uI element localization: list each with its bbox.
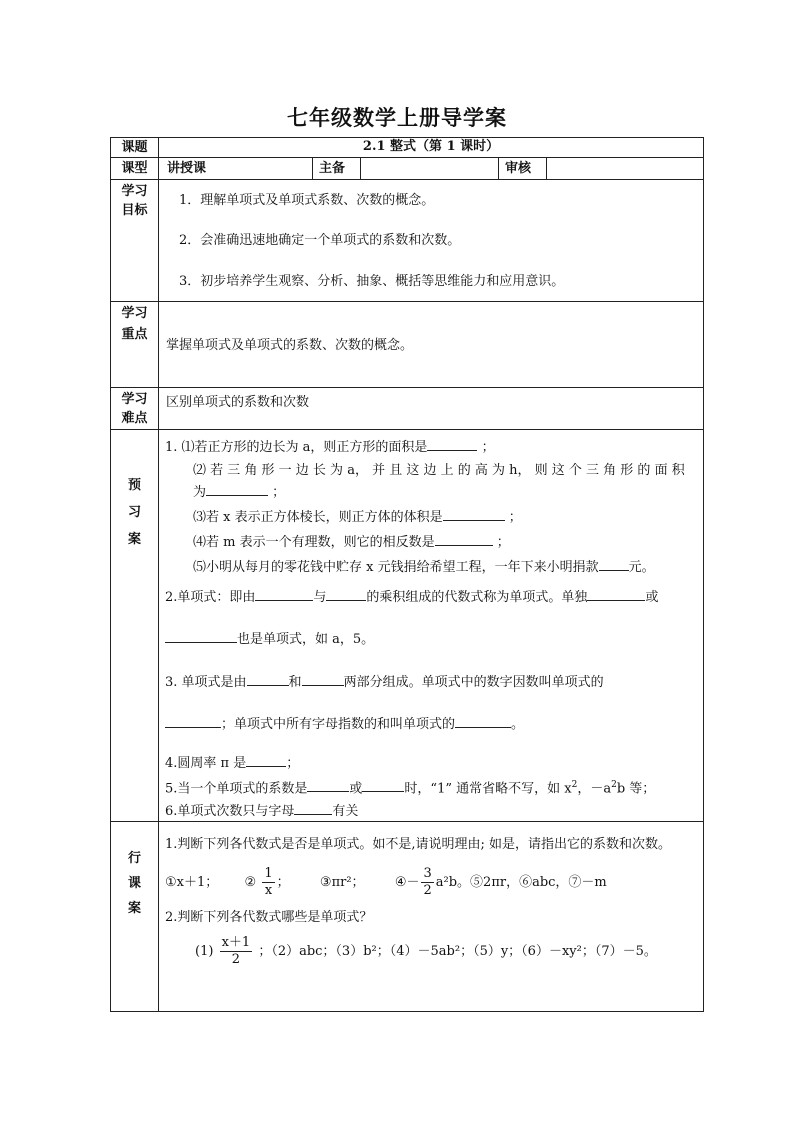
document-title: 七年级数学上册导学案 xyxy=(287,105,507,130)
superscript: 2 xyxy=(611,780,617,790)
objective-item: 2．会准确迅速地确定一个单项式的系数和次数。 xyxy=(179,233,461,248)
preview-q2-part2: 与 xyxy=(313,590,327,605)
preview-q1d-text: ⑷若 m 表示一个有理数，则它的相反数是 xyxy=(193,535,435,550)
objective-item: 1．理解单项式及单项式系数、次数的概念。 xyxy=(179,193,435,208)
key-points-content xyxy=(159,302,704,388)
preview-q1a-text: 1. ⑴若正方形的边长为 a，则正方形的面积是 xyxy=(165,440,428,455)
preview-q1a xyxy=(165,437,697,457)
objectives-label-line1: 学习 xyxy=(121,184,148,199)
preview-q2-part3: 的乘积组成的代数式称为单项式。单独 xyxy=(366,590,588,605)
preview-label-line1: 预 xyxy=(127,478,141,493)
answer-blank xyxy=(427,437,477,451)
lesson-type-value: 讲授课 xyxy=(159,158,313,180)
practice-q1-item2-prefix: ② xyxy=(244,875,257,891)
preview-q1e-end: 元。 xyxy=(628,560,655,575)
review-label: 审核 xyxy=(499,158,547,180)
preview-q3 xyxy=(165,672,697,692)
preview-q5-part1: 5.当一个单项式的系数是 xyxy=(165,781,308,797)
preview-q3-part5: 。 xyxy=(511,717,525,732)
practice-q1-item4-prefix: ④－ xyxy=(394,875,420,891)
practice-q1-item3: ③πr²； xyxy=(319,875,365,891)
preview-q2 xyxy=(165,587,697,607)
answer-blank xyxy=(302,672,344,686)
preview-q2-part4: 或 xyxy=(645,590,659,605)
key-points-text: 掌握单项式及单项式的系数、次数的概念。 xyxy=(166,338,414,353)
preview-q5-part4: ，－a xyxy=(577,781,612,797)
fraction xyxy=(262,866,274,899)
preview-q3-cont xyxy=(165,714,697,734)
lesson-plan-table xyxy=(110,137,704,1012)
key-points-label-line1: 学习 xyxy=(121,306,148,321)
preview-q2-part1: 2.单项式：即由 xyxy=(165,590,256,605)
answer-blank xyxy=(599,557,629,571)
practice-content xyxy=(159,822,704,1012)
preview-q4 xyxy=(165,753,697,773)
practice-q2-prefix: (1) xyxy=(195,944,214,960)
answer-blank xyxy=(247,672,289,686)
practice-label-line3: 案 xyxy=(127,901,141,917)
preview-q3-part2: 和 xyxy=(288,675,302,690)
preview-q2-cont xyxy=(165,629,697,649)
answer-blank xyxy=(326,587,366,601)
fraction-numerator: 3 xyxy=(423,866,432,882)
practice-q2: 2.判断下列各代数式哪些是单项式？ xyxy=(165,910,373,926)
difficulties-row xyxy=(111,388,704,430)
answer-blank xyxy=(165,629,237,643)
preview-q1d-end: ； xyxy=(496,535,510,550)
answer-blank xyxy=(307,778,349,792)
preview-q1b: ⑵ 若 三 角 形 一 边 长 为 a， 并 且 这 边 上 的 高 为 h， 则 这 个 三 角 形 的 面 积 xyxy=(193,463,685,478)
topic-value: 2.1 整式（第 1 课时） xyxy=(159,138,704,158)
practice-q1-items xyxy=(165,866,699,899)
preview-row xyxy=(111,430,704,822)
practice-label-line2: 课 xyxy=(127,876,141,892)
fraction-numerator: 1 xyxy=(264,866,273,882)
difficulties-content xyxy=(159,388,704,430)
preview-q5-part2: 或 xyxy=(349,781,363,797)
preview-q1e xyxy=(165,557,697,577)
answer-blank xyxy=(246,753,286,767)
preview-q1c xyxy=(165,507,697,527)
preview-q1d xyxy=(165,532,697,552)
key-points-row xyxy=(111,302,704,388)
objectives-row xyxy=(111,180,704,302)
practice-q1: 1.判断下列各代数式是否是单项式。如不是,请说明理由; 如是，请指出它的系数和次数。 xyxy=(165,837,672,853)
preview-q3-part4: ；单项式中所有字母指数的和叫单项式的 xyxy=(221,717,456,732)
preview-q3-part1: 3. 单项式是由 xyxy=(165,675,247,690)
preview-q1a-end: ； xyxy=(481,440,495,455)
preview-content xyxy=(159,430,704,822)
objectives-label xyxy=(111,180,159,302)
fraction xyxy=(421,866,433,899)
objective-item: 3．初步培养学生观察、分析、抽象、概括等思维能力和应用意识。 xyxy=(179,274,565,289)
practice-label xyxy=(111,822,159,1012)
topic-row xyxy=(111,138,704,158)
practice-q1-item2-suffix: ； xyxy=(276,875,290,891)
fraction-denominator: x xyxy=(264,883,273,899)
fraction xyxy=(220,935,253,968)
objectives-label-line2: 目标 xyxy=(121,203,148,218)
answer-blank xyxy=(255,587,313,601)
lesson-type-label: 课型 xyxy=(111,158,159,180)
answer-blank xyxy=(165,714,221,728)
objectives-content xyxy=(159,180,704,302)
host-label: 主备 xyxy=(313,158,361,180)
practice-q1-item4-suffix: a²b。⑤2πr，⑥abc，⑦－m xyxy=(435,875,607,891)
preview-q1b2-text: 为 xyxy=(193,485,207,500)
preview-q3-part3: 两部分组成。单项式中的数字因数叫单项式的 xyxy=(343,675,604,690)
superscript: 2 xyxy=(571,780,578,790)
difficulties-label-line2: 难点 xyxy=(121,411,148,426)
preview-label-line2: 习 xyxy=(127,505,141,520)
preview-q6-end: 有关 xyxy=(332,804,359,820)
preview-q5 xyxy=(165,776,697,798)
key-points-label-line2: 重点 xyxy=(121,327,148,342)
answer-blank xyxy=(435,532,493,546)
preview-q6 xyxy=(165,801,697,821)
preview-q1c-end: ； xyxy=(508,510,522,525)
practice-q2-items xyxy=(165,935,699,968)
difficulties-label-line1: 学习 xyxy=(121,392,148,407)
review-value xyxy=(547,158,704,180)
difficulties-label xyxy=(111,388,159,430)
preview-q1e-text: ⑸小明从每月的零花钱中贮存 x 元钱捐给希望工程，一年下来小明捐款 xyxy=(193,560,599,575)
key-points-label xyxy=(111,302,159,388)
fraction-numerator: x＋1 xyxy=(221,935,251,951)
fraction-denominator: 2 xyxy=(423,883,432,899)
answer-blank xyxy=(443,507,505,521)
answer-blank xyxy=(294,801,332,815)
practice-q2-rest: ；（2）abc；（3）b²；（4）－5ab²；（5）y；（6）－xy²；（7）－5。 xyxy=(258,944,657,960)
topic-label: 课题 xyxy=(111,138,159,158)
answer-blank xyxy=(362,778,404,792)
preview-q4-end: ； xyxy=(286,756,300,771)
preview-q5-part3: 时，“1” 通常省略不写，如 x xyxy=(404,781,572,797)
preview-label xyxy=(111,430,159,822)
preview-q5-part5: b 等； xyxy=(616,781,656,797)
answer-blank xyxy=(206,482,268,496)
practice-label-line1: 行 xyxy=(127,851,141,867)
difficulties-text: 区别单项式的系数和次数 xyxy=(166,395,310,410)
practice-q1-item1: ①x＋1； xyxy=(165,875,219,891)
lesson-type-row xyxy=(111,158,704,180)
preview-q1b2 xyxy=(165,482,697,502)
fraction-denominator: 2 xyxy=(231,952,240,968)
preview-q1c-text: ⑶若 x 表示正方体棱长，则正方体的体积是 xyxy=(193,510,443,525)
answer-blank xyxy=(587,587,645,601)
preview-q1b2-end: ； xyxy=(272,485,286,500)
host-value xyxy=(361,158,499,180)
preview-q4-text: 4.圆周率 π 是 xyxy=(165,756,247,771)
preview-label-line3: 案 xyxy=(127,532,141,547)
preview-q2-part5: 也是单项式，如 a，5。 xyxy=(237,632,375,647)
preview-q6-text: 6.单项式次数只与字母 xyxy=(165,804,295,820)
practice-row xyxy=(111,822,704,1012)
answer-blank xyxy=(455,714,511,728)
